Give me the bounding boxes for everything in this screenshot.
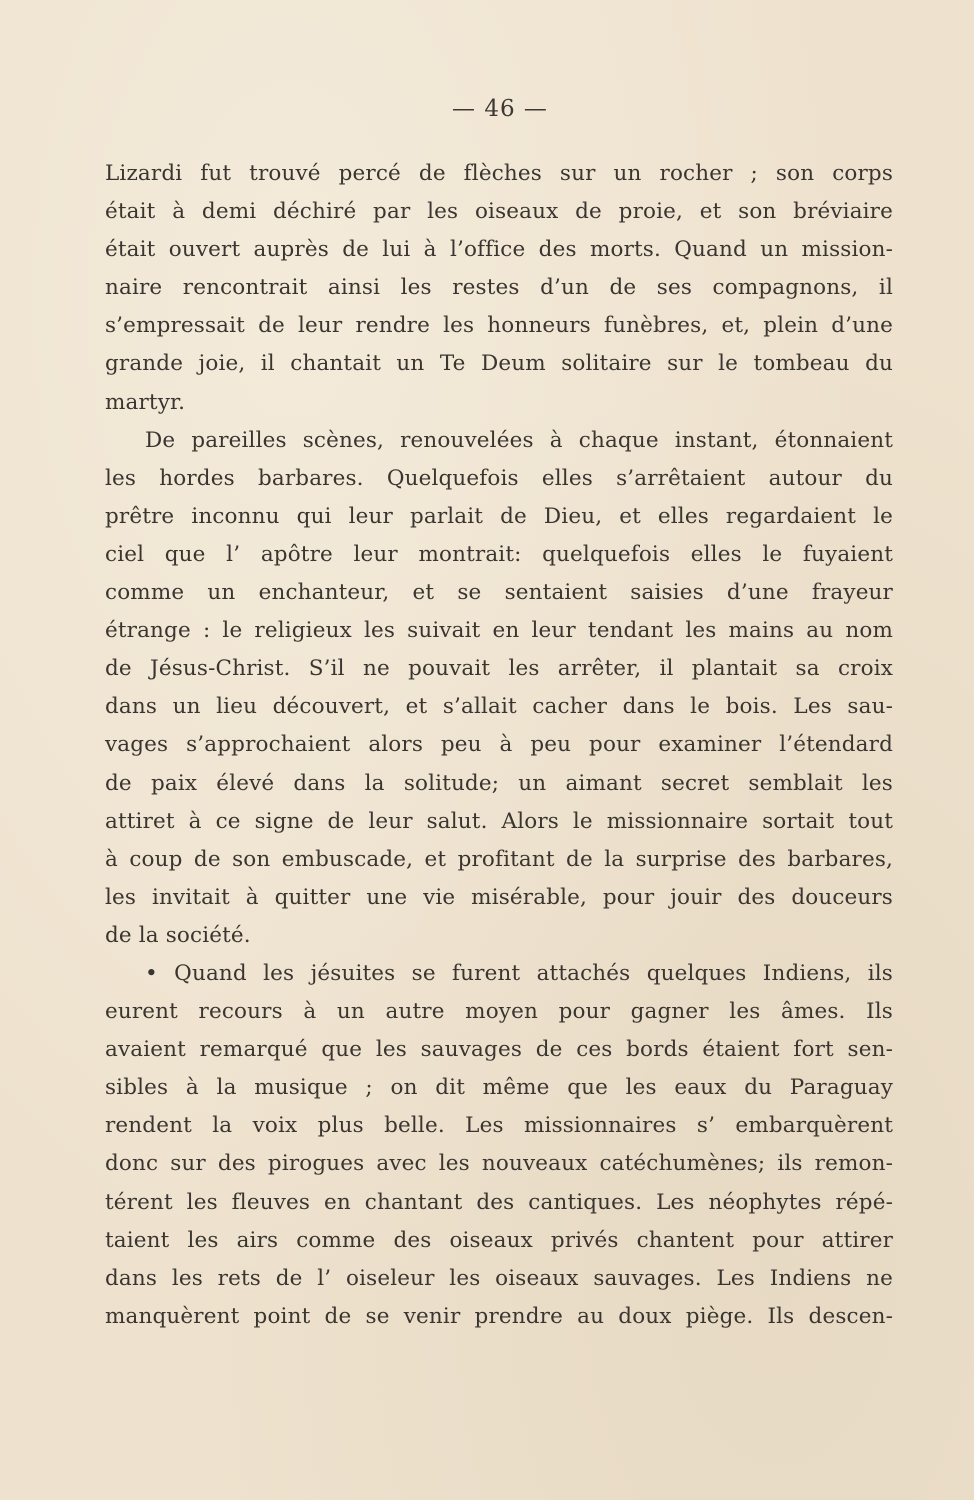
text-line: était à demi déchiré par les oiseaux de proie, et son bréviaire [105, 199, 893, 225]
text-line: sibles à la musique ; on dit même que les eaux du Paraguay [105, 1075, 893, 1101]
text-line: de la société. [105, 922, 251, 948]
text-line: dans un lieu découvert, et s’allait cacher dans le bois. Les sau- [105, 694, 893, 720]
text-line: était ouvert auprès de lui à l’office des morts. Quand un mission- [105, 237, 893, 263]
text-line: de paix élevé dans la solitude; un aimant secret semblait les [105, 770, 893, 796]
text-line: naire rencontrait ainsi les restes d’un de ses compagnons, il [105, 275, 893, 301]
text-line: comme un enchanteur, et se sentaient saisies d’une frayeur [105, 580, 893, 606]
text-line: avaient remarqué que les sauvages de ces bords étaient fort sen- [105, 1037, 893, 1063]
text-line: à coup de son embuscade, et profitant de la surprise des barbares, [105, 846, 893, 872]
text-line: attiret à ce signe de leur salut. Alors le missionnaire sortait tout [105, 808, 893, 834]
text-line: manquèrent point de se venir prendre au doux piège. Ils descen- [105, 1303, 893, 1329]
text-line: donc sur des pirogues avec les nouveaux catéchumènes; ils remon- [105, 1151, 893, 1177]
text-line: rendent la voix plus belle. Les missionnaires s’ embarquèrent [105, 1113, 893, 1139]
text-line: martyr. [105, 389, 186, 415]
paragraph-3 [105, 955, 893, 1336]
text-line: eurent recours à un autre moyen pour gagner les âmes. Ils [105, 999, 893, 1025]
text-line: ciel que l’ apôtre leur montrait: quelquefois elles le fuyaient [105, 541, 893, 567]
body-text [105, 155, 893, 1336]
text-line: Lizardi fut trouvé percé de flèches sur un rocher ; son corps [105, 161, 893, 186]
text-line: s’empressait de leur rendre les honneurs funèbres, et, plein d’une [105, 313, 893, 339]
text-line: dans les rets de l’ oiseleur les oiseaux sauvages. Les Indiens ne [105, 1265, 893, 1291]
text-line: de Jésus-Christ. S’il ne pouvait les arrêter, il plantait sa croix [105, 656, 893, 682]
text-line: De pareilles scènes, renouvelées à chaque instant, étonnaient [145, 427, 893, 453]
paragraph-1 [105, 155, 893, 422]
text-line: térent les fleuves en chantant des cantiques. Les néophytes répé- [105, 1189, 893, 1215]
paragraph-2 [105, 422, 893, 955]
text-line: • Quand les jésuites se furent attachés quelques Indiens, ils [145, 960, 893, 986]
text-line: grande joie, il chantait un Te Deum solitaire sur le tombeau du [105, 351, 893, 377]
text-line: les invitait à quitter une vie misérable, pour jouir des douceurs [105, 884, 893, 910]
page-number: — 46 — [452, 96, 548, 122]
text-line: étrange : le religieux les suivait en leur tendant les mains au nom [105, 618, 893, 644]
text-line: taient les airs comme des oiseaux privés chantent pour attirer [105, 1227, 893, 1253]
text-line: vages s’approchaient alors peu à peu pour examiner l’étendard [105, 732, 893, 758]
text-line: les hordes barbares. Quelquefois elles s’arrêtaient autour du [105, 465, 893, 491]
text-line: prêtre inconnu qui leur parlait de Dieu, et elles regardaient le [105, 503, 893, 529]
